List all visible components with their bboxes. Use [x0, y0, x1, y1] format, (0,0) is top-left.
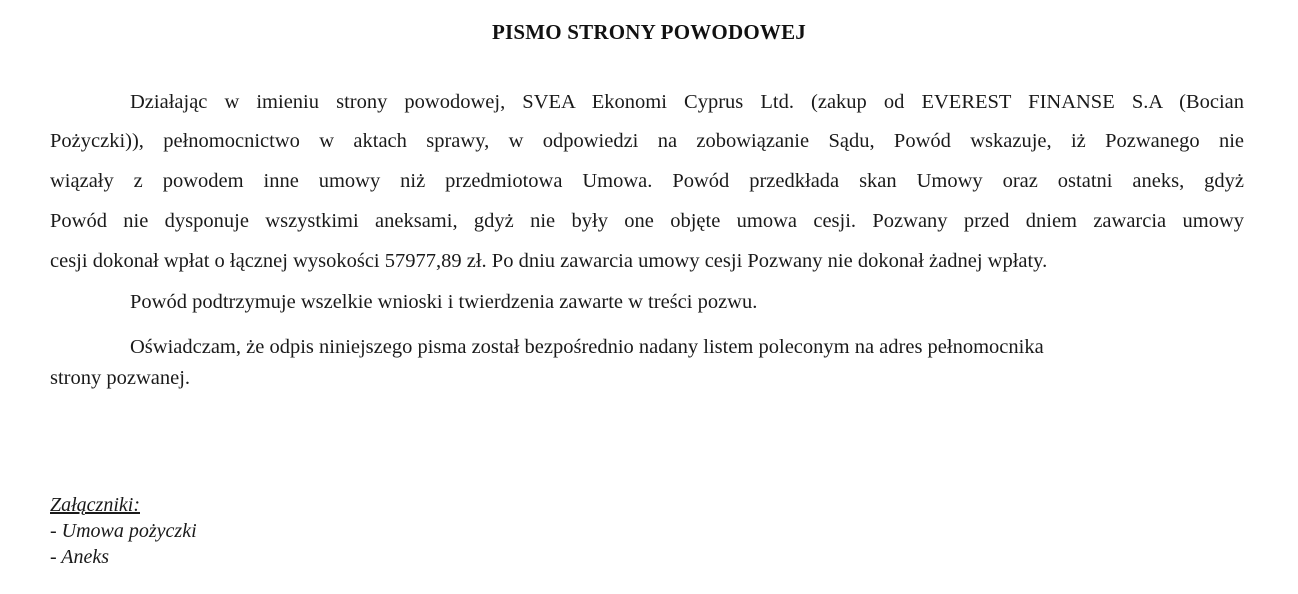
- paragraph-line: strony pozwanej.: [50, 367, 191, 389]
- paragraph-line: cesji dokonał wpłat o łącznej wysokości 57977,89 zł. Po dniu zawarcia umowy cesji Pozwany nie dokonał żadnej wpłaty.: [50, 250, 1048, 272]
- attachments-section: [50, 492, 197, 570]
- paragraph-claims: Powód podtrzymuje wszelkie wnioski i twierdzenia zawarte w treści pozwu.: [130, 291, 758, 313]
- paragraph-line: wiązały z powodem inne umowy niż przedmiotowa Umowa. Powód przedkłada skan Umowy oraz ostatni aneks, gdyż: [50, 170, 1244, 192]
- attachment-item: - Umowa pożyczki: [50, 520, 197, 542]
- document-title: PISMO STRONY POWODOWEJ: [492, 20, 806, 44]
- paragraph-line: Pożyczki)), pełnomocnictwo w aktach sprawy, w odpowiedzi na zobowiązanie Sądu, Powód wskazuje, iż Pozwanego nie: [50, 130, 1244, 152]
- attachments-heading: Załączniki:: [50, 494, 140, 516]
- paragraph-line: Działając w imieniu strony powodowej, SVEA Ekonomi Cyprus Ltd. (zakup od EVEREST FINANSE S.A (Bocian: [130, 91, 1244, 113]
- paragraph-line: Powód nie dysponuje wszystkimi aneksami, gdyż nie były one objęte umowa cesji. Pozwany przed dniem zawarcia umowy: [50, 210, 1244, 232]
- attachment-item: - Aneks: [50, 546, 110, 568]
- paragraph-line: Oświadczam, że odpis niniejszego pisma został bezpośrednio nadany listem poleconym na adres pełnomocnika: [130, 336, 1044, 358]
